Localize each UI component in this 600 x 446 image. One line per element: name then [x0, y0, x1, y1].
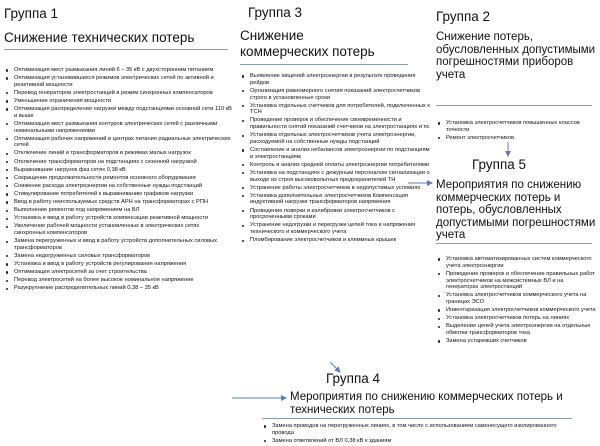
list-item: Уменьшение ограничения мощности	[4, 98, 232, 105]
group3-number: Группа 3	[248, 5, 303, 20]
list-item: Ввод в работу неиспользуемых средств АРН на трансформаторах с РПН	[4, 199, 232, 206]
list-item: Оптимизация распределения нагрузки между подстанциями основной сети 110 кВ и выше	[4, 106, 232, 119]
list-item: Пломбирование электросчетчиков и клеммных крышек	[240, 237, 430, 244]
list-item: Замена перегруженных и ввод в работу устройств дополнительных силовых трансформаторов	[4, 238, 232, 251]
list-item: Перевод электросетей на более высокое номинальное напряжение	[4, 277, 232, 284]
list-item: Оптимизация установившихся режимов электрических сетей по активной и реактивной мощности	[4, 75, 232, 88]
list-item: Установка и ввод в работу устройств регулирования напряжения	[4, 261, 232, 268]
list-item: Отключение трансформаторов на подстанциях с сезонной нагрузкой	[4, 159, 232, 166]
list-item: Организация равномерного снятия показаний электросчетчиков строго в установленные сроки	[240, 88, 430, 101]
group3-title: Снижение коммерческих потерь	[240, 28, 375, 59]
list-item: Отключение линий и трансформаторов в режимах малых нагрузок	[4, 150, 232, 157]
group1-title: Снижение технических потерь	[4, 30, 195, 45]
list-item: Установка на подстанциях с дежурным персоналом сигнализации о выходе из строя высоковольтных предохранителей ТН	[240, 170, 430, 183]
list-item: Выделение цепей учета электроэнергии на отдельные обмотки трансформаторов тока	[436, 323, 596, 336]
list-item: Оптимизация мест размыкания линий 6 – 35 кВ с двухсторонним питанием	[4, 67, 232, 74]
list-item: Замена ответвлений от ВЛ 0,38 кВ к зданиям	[262, 438, 572, 445]
list-item: Выравнивание нагрузок фаз сетях 0,38 кВ	[4, 167, 232, 174]
group4-number: Группа 4	[326, 371, 381, 386]
group1-number: Группа 1	[4, 6, 59, 21]
list-item: Проведение проверок и обеспечение своевременности и правильности снятий показаний счетчиков на электростанциях и пс	[240, 117, 430, 130]
list-item: Инвентаризация электросчетчиков коммерческого учета	[436, 307, 596, 314]
list-item: Установка электросчетчиков повышенных классов точности	[436, 120, 596, 133]
list-item: Проведение проверок и обеспечение правильных работ электросчетчиков на межсистемных ВЛ и на генераторах электростанций	[436, 271, 596, 291]
list-item: Увеличение рабочей мощности установленных в электрических сетях синхронных компенсаторов	[4, 223, 232, 236]
list-item: Установка автоматизированных систем коммерческого учета электроэнергии	[436, 256, 596, 269]
list-item: Установка дополнительных электросчетчиков Компенсация индуктивной нагрузки трансформаторов напряжения	[240, 193, 430, 206]
list-item: Разукрупнение распределительных линий 0,38 – 35 кВ	[4, 285, 232, 292]
group4-title: Мероприятия по снижению коммерческих потерь и технических потерь	[290, 391, 563, 416]
list-item: Контроль и анализ средней оплаты электроэнергии потребителями	[240, 162, 430, 169]
list-item: Выполнение ремонтов под напряжением на ВЛ	[4, 207, 232, 214]
list-item: Стимулирование потребителей к выравниванию графиков нагрузки	[4, 191, 232, 198]
list-item: Проведение поверки и калибровки электросчетчиков с просроченными сроками	[240, 208, 430, 221]
list-item: Установка отдельных счетчиков для потребителей, подключенных к ТСН	[240, 103, 430, 116]
list-item: Сокращение продолжительности ремонтов основного оборудования	[4, 175, 232, 182]
group2-title: Снижение потерь, обусловленных допустимыми погрешностями приборов учета	[436, 31, 596, 81]
list-item: Устранение недогрузки и перегрузки цепей тока и напряжения технического и коммерческого учета	[240, 222, 430, 235]
list-item: Ремонт электросчетчиков	[436, 135, 596, 142]
group5-title: Мероприятия по снижению коммерческих потерь и потерь, обусловленных допустимыми погрешностями учета	[436, 179, 596, 241]
list-item: Оптимизация мест размыкания контуров электрических сетей с различными номинальными напряжениями	[4, 121, 232, 134]
list-item: Замена проводов на перегруженных линиях, в том числе с использованием самонесущего изолированного провода	[262, 423, 572, 436]
list-item: Оптимизация рабочих напряжений в центрах питания радиальных электрических сетей	[4, 136, 232, 149]
list-item: Оптимизация электросетей за счет строительства	[4, 269, 232, 276]
list-item: Установка и ввод в работу устройств компенсации реактивной мощности	[4, 215, 232, 222]
list-item: Перевод генераторов электростанций в режим синхронных компенсаторов	[4, 90, 232, 97]
list-item: Установка электросчетчиков потерь на линиях	[436, 315, 596, 322]
list-item: Установка отдельных электросчетчиков учета электроэнергии, расходуемой на собственные нужды подстанций	[240, 132, 430, 145]
list-item: Замена устаревших счетчиков	[436, 338, 596, 345]
list-item: Замена недогруженных силовых трансформаторов	[4, 253, 232, 260]
list-item: Снижение расхода электроэнергии на собственные нужды подстанций	[4, 183, 232, 190]
list-item: Составление и анализ небалансов электроэнергии по подстанциям и электростанциям	[240, 147, 430, 160]
list-item: Устранение работы электросчетчиков в недопустимых условиях	[240, 185, 430, 192]
group2-number: Группа 2	[436, 9, 491, 24]
arrow-g3-to-g4	[330, 362, 340, 372]
list-item: Выявление хищений электроэнергии в результате проведения рейдов	[240, 73, 430, 86]
list-item: Установка электросчетчиков коммерческого учета на границах ЭСО	[436, 292, 596, 305]
group5-number: Группа 5	[472, 157, 527, 172]
